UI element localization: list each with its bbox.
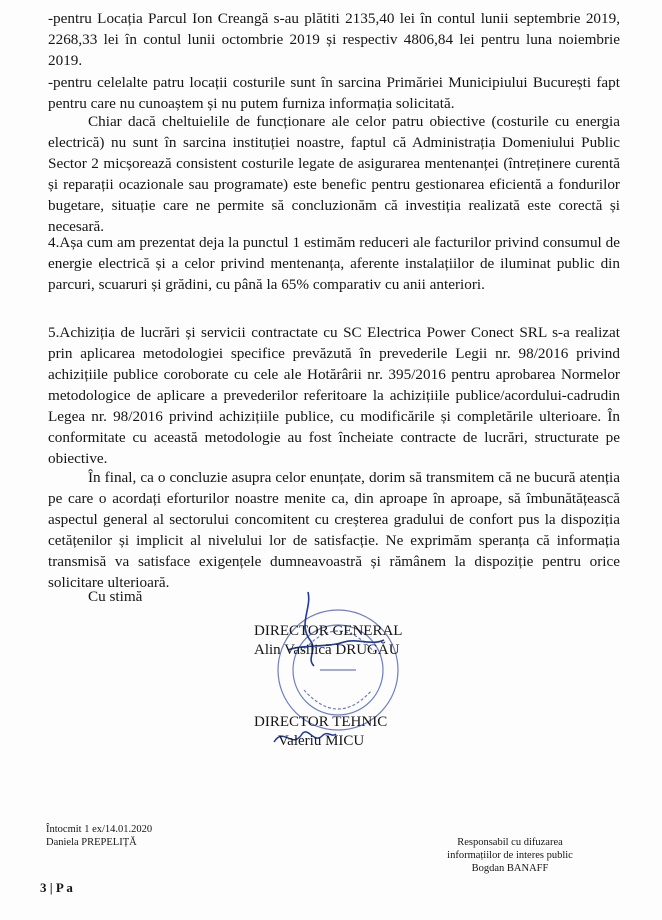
director-general-name: Alin Vasilică DRUGĂU <box>254 642 400 658</box>
paragraph-parc-creanga: -pentru Locația Parcul Ion Creangă s-au plătiti 2135,40 lei în contul lunii septembrie 2019, 2268,33 lei în contul lunii octombrie 2019 și respectiv 4806,84 lei pentru luna noiembrie 2019. <box>48 10 620 69</box>
director-tehnic-name: Valeriu MICU <box>278 733 365 749</box>
responsible-line1: Responsabil cu difuzarea <box>457 837 563 848</box>
director-general-title: DIRECTOR GENERAL <box>254 623 403 639</box>
director-tehnic-title: DIRECTOR TEHNIC <box>254 714 388 730</box>
paragraph-other-locations: -pentru celelalte patru locații costurile sunt în sarcina Primăriei Municipiului București fapt pentru care nu cunoaștem și nu putem furniza informația solicitată. <box>48 74 620 112</box>
director-general-signature <box>254 622 402 660</box>
paragraph-costs-argument: Chiar dacă cheltuielile de funcționare ale celor patru obiective (costurile cu energia electrică) nu sunt în sarcina instituției noastre, faptul că Administrația Domeniului Public Sector 2 micșorează consistent costurile legate de asigurarea mentenanței (întreținere curentă și reparații ocazionale sau programate) este benefic pentru gestionarea eficientă a fondurilor bugetare, situație care ne permite să concluzionăm că investiția realizată este corectă și necesară. <box>48 113 620 235</box>
prepared-by-note <box>46 823 152 849</box>
responsible-person-note <box>430 836 590 875</box>
prepared-by-name: Daniela PREPELIȚĂ <box>46 837 137 848</box>
paragraph-conclusion: În final, ca o concluzie asupra celor enunțate, dorim să transmitem că ne bucură atenția pe care o acordați eforturilor noastre menite ca, din aproape în aproape, să îmbunătățească aspectul general al sectorului concomitent cu creșterea gradului de confort pus la dispoziția cetățenilor și implicit al nivelului lor de satisfacție. Ne exprimăm speranța că informația transmisă va satisface exigențele dumneavoastră și rămânem la dispoziție pentru orice solicitare ulterioară. <box>48 469 620 591</box>
paragraph-point-5: 5.Achiziția de lucrări și servicii contractate cu SC Electrica Power Conect SRL s-a realizat prin aplicarea metodologiei specifice prevăzută în prevederile Legii nr. 98/2016 privind achizițiile publice coroborate cu cele ale Hotărârii nr. 395/2016 pentru aprobarea Normelor metodologice de aplicare a prevederilor referitoare la achizițiile publice/acordului-cadrudin Legea nr. 98/2016 privind achizițiile publice, cu modificările și completările ulterioare. În conformitate cu această metodologie au fost încheiate contracte de lucrări, structurate pe obiective. <box>48 324 620 467</box>
responsible-name: Bogdan BANAFF <box>471 863 549 874</box>
director-tehnic-signature <box>254 713 387 751</box>
closing-salutation: Cu stimă <box>88 588 143 605</box>
page-number-footer: 3 | P a <box>40 880 73 895</box>
responsible-line2: informațiilor de interes public <box>447 850 573 861</box>
paragraph-point-4: 4.Așa cum am prezentat deja la punctul 1 estimăm reduceri ale facturilor privind consumul de energie electrică și a celor privind mentenanța, aferente instalațiilor de iluminat public din parcuri, scuaruri și grădini, cu până la 65% comparativ cu anii anteriori. <box>48 234 620 293</box>
prepared-by-line: Întocmit 1 ex/14.01.2020 <box>46 824 153 835</box>
